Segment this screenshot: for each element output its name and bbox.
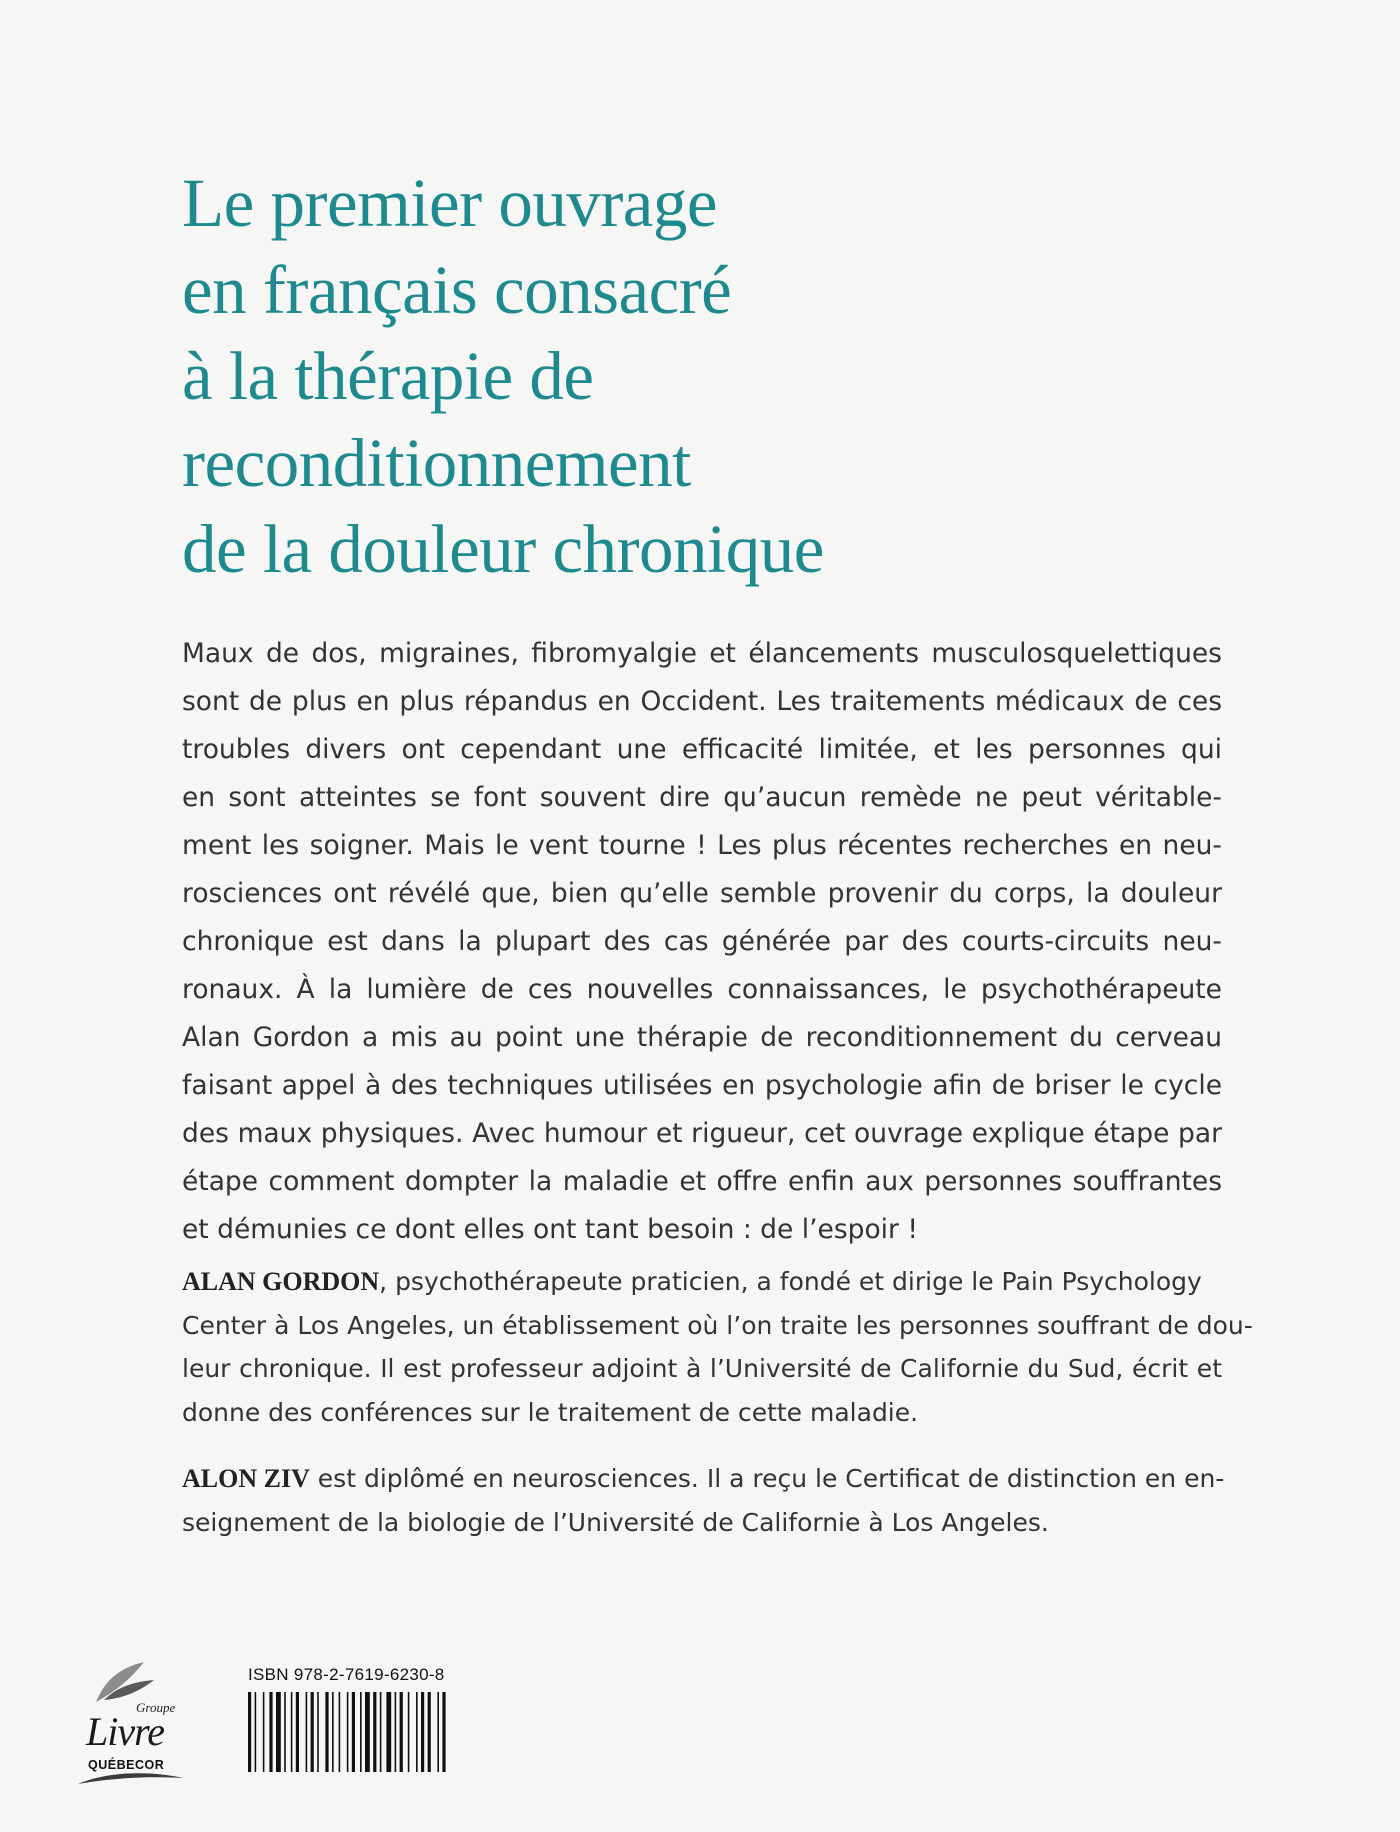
headline-line: Le premier ouvrage	[182, 165, 718, 241]
description-line: ronaux. À la lumière de ces nouvelles connaissances, le psychothérapeute	[182, 974, 1222, 1005]
description-line: faisant appel à des techniques utilisées en psychologie afin de briser le cycle	[182, 1070, 1222, 1101]
description-line: sont de plus en plus répandus en Occident. Les traitements médicaux de ces	[182, 686, 1222, 717]
barcode-bar	[317, 1692, 319, 1772]
bio-text: , psychothérapeute praticien, a fondé et dirige le Pain Psychology	[379, 1267, 1202, 1296]
barcode-bar	[296, 1692, 299, 1772]
headline-line: à la thérapie de	[182, 338, 594, 414]
barcode-bar	[442, 1692, 445, 1772]
bio-first-line	[182, 1457, 1225, 1501]
author-bio-gordon	[182, 1260, 1253, 1434]
publisher-logo	[66, 1660, 196, 1790]
description-line: ment les soigner. Mais le vent tourne ! Les plus récentes recherches en neu-	[182, 830, 1222, 861]
headline-line: en français consacré	[182, 251, 732, 328]
description-line: et démunies ce dont elles ont tant besoin : de l’espoir !	[182, 1214, 918, 1245]
isbn-text: ISBN 978-2-7619-6230-8	[248, 1665, 445, 1684]
barcode-bar	[284, 1692, 286, 1772]
barcode-bar	[269, 1692, 272, 1772]
logo-livre-text: Livre	[86, 1709, 164, 1754]
description-line: étape comment dompter la maladie et offre enfin aux personnes souffrantes	[182, 1166, 1222, 1197]
description-line: des maux physiques. Avec humour et rigueur, cet ouvrage explique étape par	[182, 1118, 1222, 1149]
description-line: chronique est dans la plupart des cas générée par des courts-circuits neu-	[182, 926, 1222, 957]
author-name: ALAN GORDON	[182, 1267, 380, 1296]
barcode-bar	[291, 1692, 293, 1772]
logo-groupe-text: Groupe	[136, 1700, 176, 1715]
barcode-bar	[421, 1692, 424, 1772]
description-line: rosciences ont révélé que, bien qu’elle semble provenir du corps, la douleur	[182, 878, 1222, 909]
barcode-bar	[306, 1692, 308, 1772]
bio-line: leur chronique. Il est professeur adjoint à l’Université de Californie du Sud, écrit et	[182, 1354, 1222, 1383]
barcode-bar	[352, 1692, 355, 1772]
barcode-bar	[395, 1692, 397, 1772]
barcode-bar	[276, 1692, 281, 1772]
barcode-bar	[339, 1692, 341, 1772]
author-bio-ziv	[182, 1457, 1225, 1544]
description-line: troubles divers ont cependant une efficacité limitée, et les personnes qui	[182, 734, 1222, 765]
barcode-bar	[400, 1692, 403, 1772]
logo-quebecor-text: QUÉBECOR	[88, 1758, 165, 1772]
barcode-bar	[360, 1692, 362, 1772]
barcode-bar	[325, 1692, 328, 1772]
barcode-bar	[428, 1692, 431, 1772]
barcode-bar	[437, 1692, 439, 1772]
description-line: Alan Gordon a mis au point une thérapie de reconditionnement du cerveau	[182, 1022, 1222, 1053]
swoosh-icon	[76, 1768, 186, 1788]
barcode-bar	[386, 1692, 391, 1772]
author-name: ALON ZIV	[182, 1464, 310, 1493]
bio-text: est diplômé en neurosciences. Il a reçu le Certificat de distinction en en-	[309, 1464, 1225, 1493]
barcode-bar	[365, 1692, 370, 1772]
barcode	[246, 1690, 461, 1774]
barcode-bar	[255, 1692, 257, 1772]
description-line: Maux de dos, migraines, fibromyalgie et élancements musculosquelettiques	[182, 638, 1222, 669]
barcode-bar	[311, 1692, 314, 1772]
description-line: en sont atteintes se font souvent dire qu’aucun remède ne peut véritable-	[182, 782, 1222, 813]
bio-line: seignement de la biologie de l’Université de Californie à Los Angeles.	[182, 1507, 1049, 1537]
headline-line: reconditionnement	[182, 424, 691, 501]
barcode-bar	[380, 1692, 382, 1772]
barcode-bar	[248, 1692, 251, 1772]
barcode-bar	[347, 1692, 349, 1772]
headline-line: de la douleur chronique	[182, 511, 824, 587]
leaf-icon	[86, 1660, 156, 1705]
barcode-bar	[332, 1692, 334, 1772]
bio-line: donne des conférences sur le traitement de cette maladie.	[182, 1397, 919, 1427]
bio-first-line	[182, 1260, 1222, 1304]
headline	[182, 160, 1232, 593]
book-description	[182, 630, 1222, 1254]
barcode-bar	[263, 1692, 265, 1772]
bio-line: Center à Los Angeles, un établissement où l’on traite les personnes souffrant de dou-	[182, 1310, 1253, 1340]
barcode-bar	[373, 1692, 376, 1772]
barcode-bar	[416, 1692, 418, 1772]
barcode-bar	[408, 1692, 410, 1772]
